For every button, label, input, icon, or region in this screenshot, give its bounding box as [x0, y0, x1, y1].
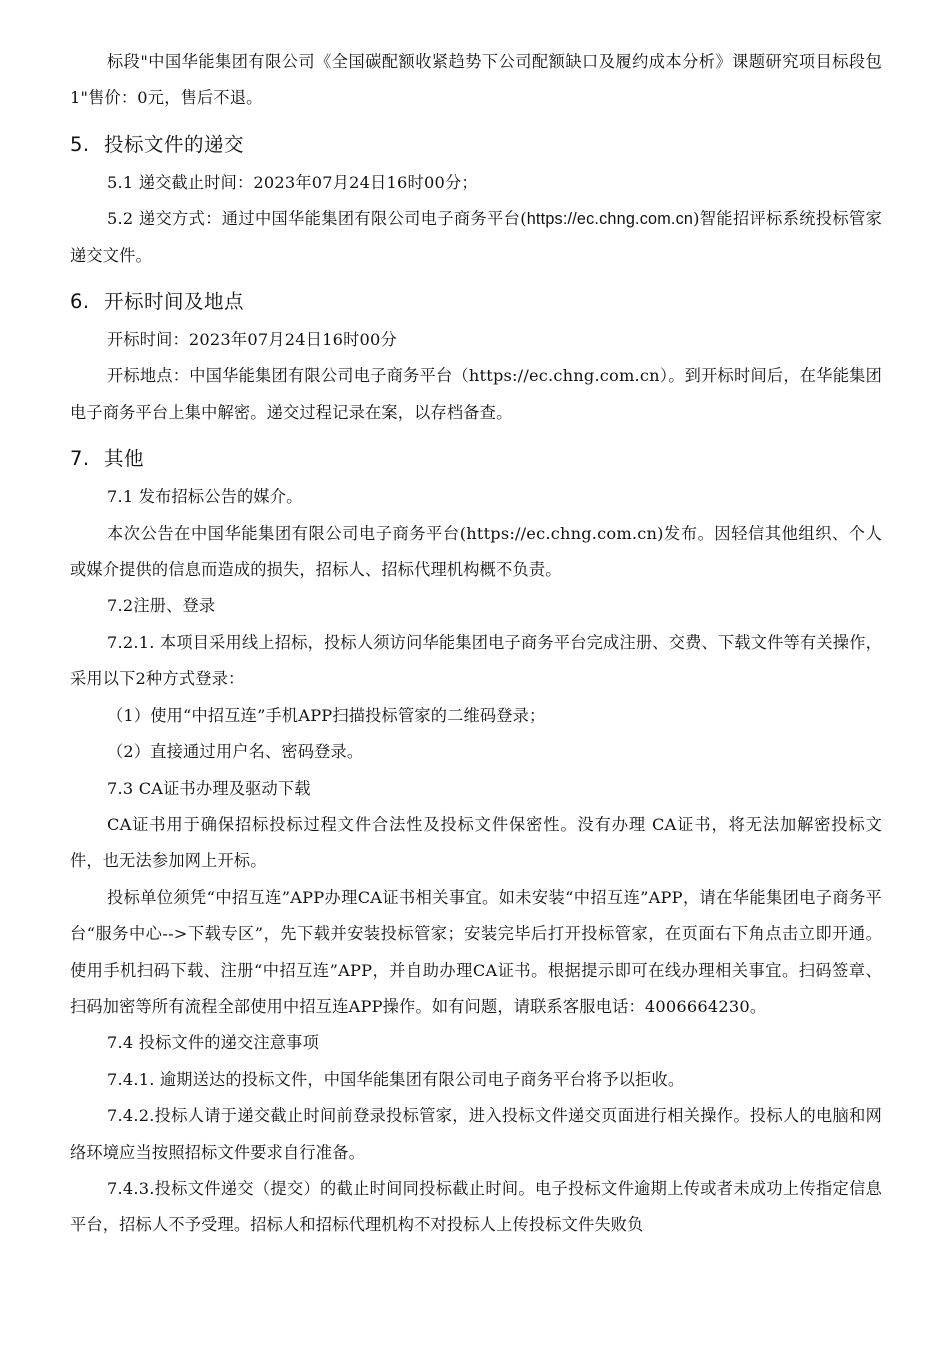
opening-time-paragraph: 开标时间：2023年07月24日16时00分	[107, 330, 397, 350]
late-submission-paragraph: 7.4.1. 逾期送达的投标文件，中国华能集团有限公司电子商务平台将予以拒收。	[107, 1069, 685, 1089]
section-6-number: 6.	[70, 290, 90, 314]
subsection-7-1-title: 7.1 发布招标公告的媒介。	[107, 487, 303, 507]
subsection-7-3-title: 7.3 CA证书办理及驱动下载	[107, 778, 311, 798]
ca-app-instructions-paragraph: 投标单位须凭“中招互连”APP办理CA证书相关事宜。如未安装“中招互连”APP，请在华能集团电子商务平台“服务中心-->下载专区”，先下载并安装投标管家；安装完毕后打开投标管家，在页面右下角点击立即开通。使用手机扫码下载、注册“中招互连”APP，并自助办理CA证书。根据提示即可在线办理相关事宜。扫码签章、扫码加密等所有流程全部使用中招互连APP操作。如有问题，请联系客服电话：4006664230。	[70, 887, 882, 1016]
section-5-number: 5.	[70, 132, 90, 156]
ca-certificate-paragraph: CA证书用于确保招标投标过程文件合法性及投标文件保密性。没有办理 CA证书，将无法加解密投标文件，也无法参加网上开标。	[70, 814, 882, 871]
login-method-1: （1）使用“中招互连”手机APP扫描投标管家的二维码登录；	[107, 705, 546, 725]
submission-deadline-rule-paragraph: 7.4.3.投标文件递交（提交）的截止时间同投标截止时间。电子投标文件逾期上传或者未成功上传指定信息平台，招标人不予受理。招标人和招标代理机构不对投标人上传投标文件失败负	[70, 1178, 882, 1235]
section-7-heading	[70, 439, 882, 479]
section-5-title: 投标文件的递交	[104, 132, 245, 156]
opening-place-paragraph: 开标地点：中国华能集团有限公司电子商务平台（https://ec.chng.com.cn）。到开标时间后，在华能集团电子商务平台上集中解密。递交过程记录在案，以存档备查。	[70, 366, 882, 422]
subsection-7-2-title: 7.2注册、登录	[107, 596, 216, 616]
online-bidding-paragraph: 7.2.1. 本项目采用线上招标，投标人须访问华能集团电子商务平台完成注册、交费、下载文件等有关操作，采用以下2种方式登录：	[70, 632, 882, 689]
section-7-title: 其他	[104, 447, 145, 471]
submission-method-text-end: )智能招评标系统投标管家递交文件。	[70, 209, 882, 265]
media-announcement-paragraph: 本次公告在中国华能集团有限公司电子商务平台(https://ec.chng.com.cn)发布。因轻信其他组织、个人或媒介提供的信息而造成的损失，招标人、招标代理机构概不负责。	[70, 523, 882, 580]
login-method-2: （2）直接通过用户名、密码登录。	[107, 742, 364, 762]
section-6-title: 开标时间及地点	[104, 290, 245, 314]
login-before-deadline-paragraph: 7.4.2.投标人请于递交截止时间前登录投标管家，进入投标文件递交页面进行相关操作。投标人的电脑和网络环境应当按照招标文件要求自行准备。	[70, 1106, 882, 1162]
document-page	[70, 44, 882, 1244]
bid-package-price-paragraph: 标段"中国华能集团有限公司《全国碳配额收紧趋势下公司配额缺口及履约成本分析》课题研究项目标段包1"售价：0元，售后不退。	[70, 52, 882, 108]
submission-method-paragraph	[70, 201, 882, 274]
platform-url: https://ec.chng.com.cn	[526, 210, 694, 229]
submission-method-text: 5.2 递交方式：通过中国华能集团有限公司电子商务平台(	[107, 209, 527, 229]
section-7-number: 7.	[70, 447, 90, 471]
submission-deadline-paragraph: 5.1 递交截止时间：2023年07月24日16时00分；	[107, 172, 478, 192]
subsection-7-4-title: 7.4 投标文件的递交注意事项	[107, 1033, 319, 1053]
section-6-heading	[70, 282, 882, 322]
section-5-heading	[70, 125, 882, 165]
